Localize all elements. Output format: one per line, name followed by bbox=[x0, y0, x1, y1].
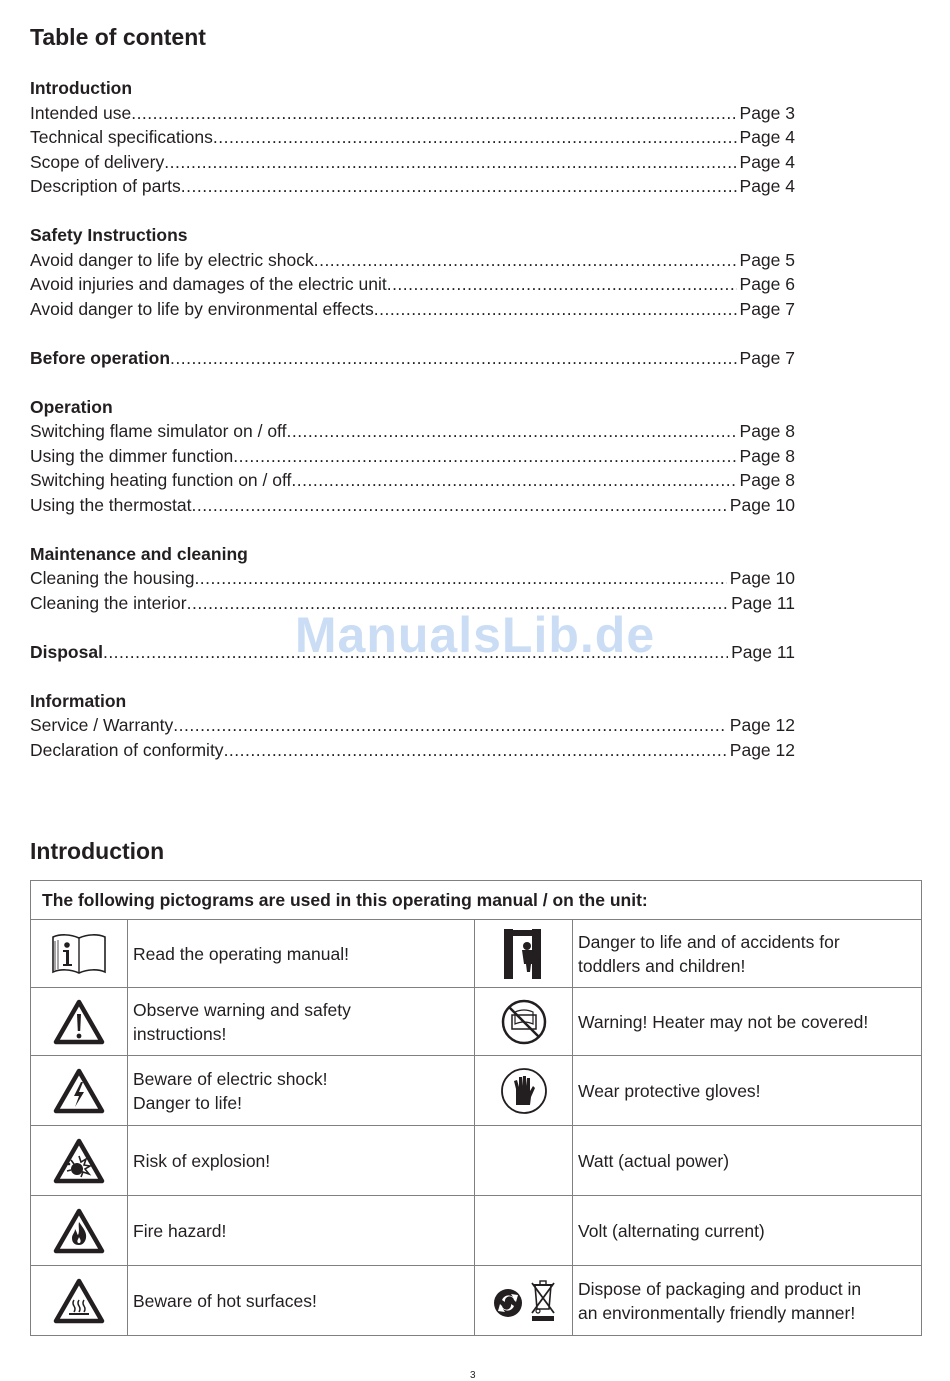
toc-entry-label: Description of parts bbox=[30, 176, 181, 196]
dot-leader bbox=[314, 248, 737, 273]
table-row bbox=[31, 1196, 922, 1266]
toc-section-heading: Operation bbox=[30, 396, 113, 417]
pictogram-table-header: The following pictograms are used in this operating manual / on the unit: bbox=[31, 881, 922, 920]
toc-entry-page: Page 7 bbox=[739, 298, 795, 319]
dot-leader bbox=[387, 272, 737, 297]
toc-entry[interactable] bbox=[30, 419, 795, 444]
dot-leader bbox=[233, 444, 736, 469]
toc-entry-page: Page 7 bbox=[739, 347, 795, 368]
pictogram-label: Warning! Heater may not be covered! bbox=[578, 1011, 869, 1032]
toc-entry[interactable] bbox=[30, 174, 795, 199]
introduction-title: Introduction bbox=[30, 838, 165, 864]
toc-entry[interactable] bbox=[30, 468, 795, 493]
toc-entry[interactable] bbox=[30, 713, 795, 738]
pictogram-table bbox=[30, 880, 922, 1336]
dot-leader bbox=[173, 713, 727, 738]
toc-entry-label: Using the dimmer function bbox=[30, 445, 234, 466]
pictogram-label: Read the operating manual! bbox=[133, 943, 349, 964]
toc-entry-label: Technical specifications bbox=[30, 127, 213, 147]
pictogram-label: Beware of electric shock! Danger to life! bbox=[133, 1068, 328, 1113]
explosion-icon bbox=[53, 1138, 105, 1184]
toc-entry[interactable] bbox=[30, 566, 795, 591]
toc-entry-page: Page 10 bbox=[729, 494, 795, 515]
toc-entry[interactable] bbox=[30, 493, 795, 518]
pictogram-label: Beware of hot surfaces! bbox=[133, 1290, 317, 1311]
page-number: 3 bbox=[470, 1370, 476, 1381]
book-info-icon bbox=[50, 932, 108, 976]
toc-entry-label: Declaration of conformity bbox=[30, 739, 224, 760]
toc-entry-label: Avoid danger to life by environmental effects bbox=[30, 298, 374, 319]
toc-entry-page: Page 4 bbox=[739, 151, 795, 172]
toc-section-heading: Information bbox=[30, 690, 127, 711]
pictogram-label: Fire hazard! bbox=[133, 1220, 227, 1241]
dot-leader bbox=[191, 493, 726, 518]
pictogram-label: Dispose of packaging and product in an environmentally friendly manner! bbox=[578, 1278, 862, 1323]
toc-entry[interactable] bbox=[30, 444, 795, 469]
dot-leader bbox=[213, 125, 737, 150]
toc-entry[interactable] bbox=[30, 738, 795, 763]
table-row bbox=[31, 988, 922, 1056]
dot-leader bbox=[286, 419, 736, 444]
toc-entry[interactable] bbox=[30, 101, 795, 126]
toc-section-heading: Maintenance and cleaning bbox=[30, 543, 248, 564]
toc-entry-page: Page 11 bbox=[731, 592, 795, 613]
table-row bbox=[31, 1266, 922, 1336]
recycling-disposal-icon bbox=[491, 1279, 557, 1323]
toc-entry-page: Page 4 bbox=[739, 176, 795, 196]
pictogram-label: Wear protective gloves! bbox=[578, 1080, 761, 1101]
toc-entry-label: Switching heating function on / off bbox=[30, 470, 292, 490]
toc-entry-page: Page 3 bbox=[739, 102, 795, 123]
toc-entry[interactable] bbox=[30, 150, 795, 175]
dot-leader bbox=[224, 738, 727, 763]
toc-entry-label: Avoid danger to life by electric shock bbox=[30, 249, 314, 270]
dot-leader bbox=[131, 101, 736, 126]
toc-section bbox=[30, 346, 795, 371]
toc-entry-page: Page 8 bbox=[739, 470, 795, 490]
dot-leader bbox=[170, 346, 737, 371]
electric-shock-icon bbox=[53, 1068, 105, 1114]
toc-entry[interactable] bbox=[30, 297, 795, 322]
toc-entry-page: Page 11 bbox=[731, 641, 795, 662]
toc-entry[interactable] bbox=[30, 248, 795, 273]
fire-hazard-icon bbox=[53, 1208, 105, 1254]
toc-entry-page: Page 12 bbox=[729, 739, 795, 760]
pictogram-label: Volt (alternating current) bbox=[578, 1220, 765, 1241]
toc-entry-page: Page 6 bbox=[739, 274, 795, 294]
toc-title: Table of content bbox=[30, 24, 206, 50]
toc-entry[interactable] bbox=[30, 346, 795, 371]
toc-entry-page: Page 10 bbox=[729, 568, 795, 588]
hot-surface-icon bbox=[53, 1278, 105, 1324]
toc-section bbox=[30, 689, 795, 763]
toc-entry-label: Service / Warranty bbox=[30, 715, 174, 735]
toc-section bbox=[30, 223, 795, 321]
toc-section bbox=[30, 395, 795, 518]
dot-leader bbox=[374, 297, 737, 322]
child-danger-icon bbox=[502, 928, 546, 980]
dot-leader bbox=[291, 468, 736, 493]
toc-entry-label: Using the thermostat bbox=[30, 494, 192, 515]
toc-entry-page: Page 8 bbox=[739, 421, 795, 441]
table-of-contents bbox=[30, 76, 795, 787]
toc-section bbox=[30, 542, 795, 616]
do-not-cover-icon bbox=[500, 998, 548, 1046]
pictogram-label: Watt (actual power) bbox=[578, 1150, 730, 1171]
toc-section-heading: Safety Instructions bbox=[30, 225, 188, 245]
toc-entry-page: Page 4 bbox=[739, 127, 795, 147]
table-row bbox=[31, 1126, 922, 1196]
toc-section-heading: Introduction bbox=[30, 78, 133, 98]
table-row bbox=[31, 920, 922, 988]
toc-entry-label: Disposal bbox=[30, 641, 103, 662]
toc-entry-label: Intended use bbox=[30, 102, 132, 123]
dot-leader bbox=[181, 174, 737, 199]
toc-entry-page: Page 5 bbox=[739, 249, 795, 270]
protective-gloves-icon bbox=[500, 1067, 548, 1115]
toc-entry-label: Cleaning the interior bbox=[30, 592, 187, 613]
toc-entry[interactable] bbox=[30, 272, 795, 297]
toc-section bbox=[30, 76, 795, 199]
dot-leader bbox=[164, 150, 736, 175]
toc-entry-label: Before operation bbox=[30, 347, 171, 368]
table-row bbox=[31, 1056, 922, 1126]
pictogram-label: Danger to life and of accidents for toddlers and children! bbox=[578, 931, 840, 976]
pictogram-label: Risk of explosion! bbox=[133, 1150, 271, 1171]
toc-entry-label: Cleaning the housing bbox=[30, 568, 195, 588]
watermark: ManualsLib.de bbox=[294, 607, 656, 663]
toc-entry-page: Page 8 bbox=[739, 445, 795, 466]
toc-entry-page: Page 12 bbox=[729, 715, 795, 735]
toc-entry-label: Switching flame simulator on / off bbox=[30, 421, 287, 441]
dot-leader bbox=[194, 566, 726, 591]
warning-triangle-icon bbox=[53, 999, 105, 1045]
pictogram-label: Observe warning and safety instructions! bbox=[133, 999, 351, 1044]
toc-entry[interactable] bbox=[30, 125, 795, 150]
toc-entry-label: Avoid injuries and damages of the electric unit bbox=[30, 274, 387, 294]
toc-entry-label: Scope of delivery bbox=[30, 151, 165, 172]
